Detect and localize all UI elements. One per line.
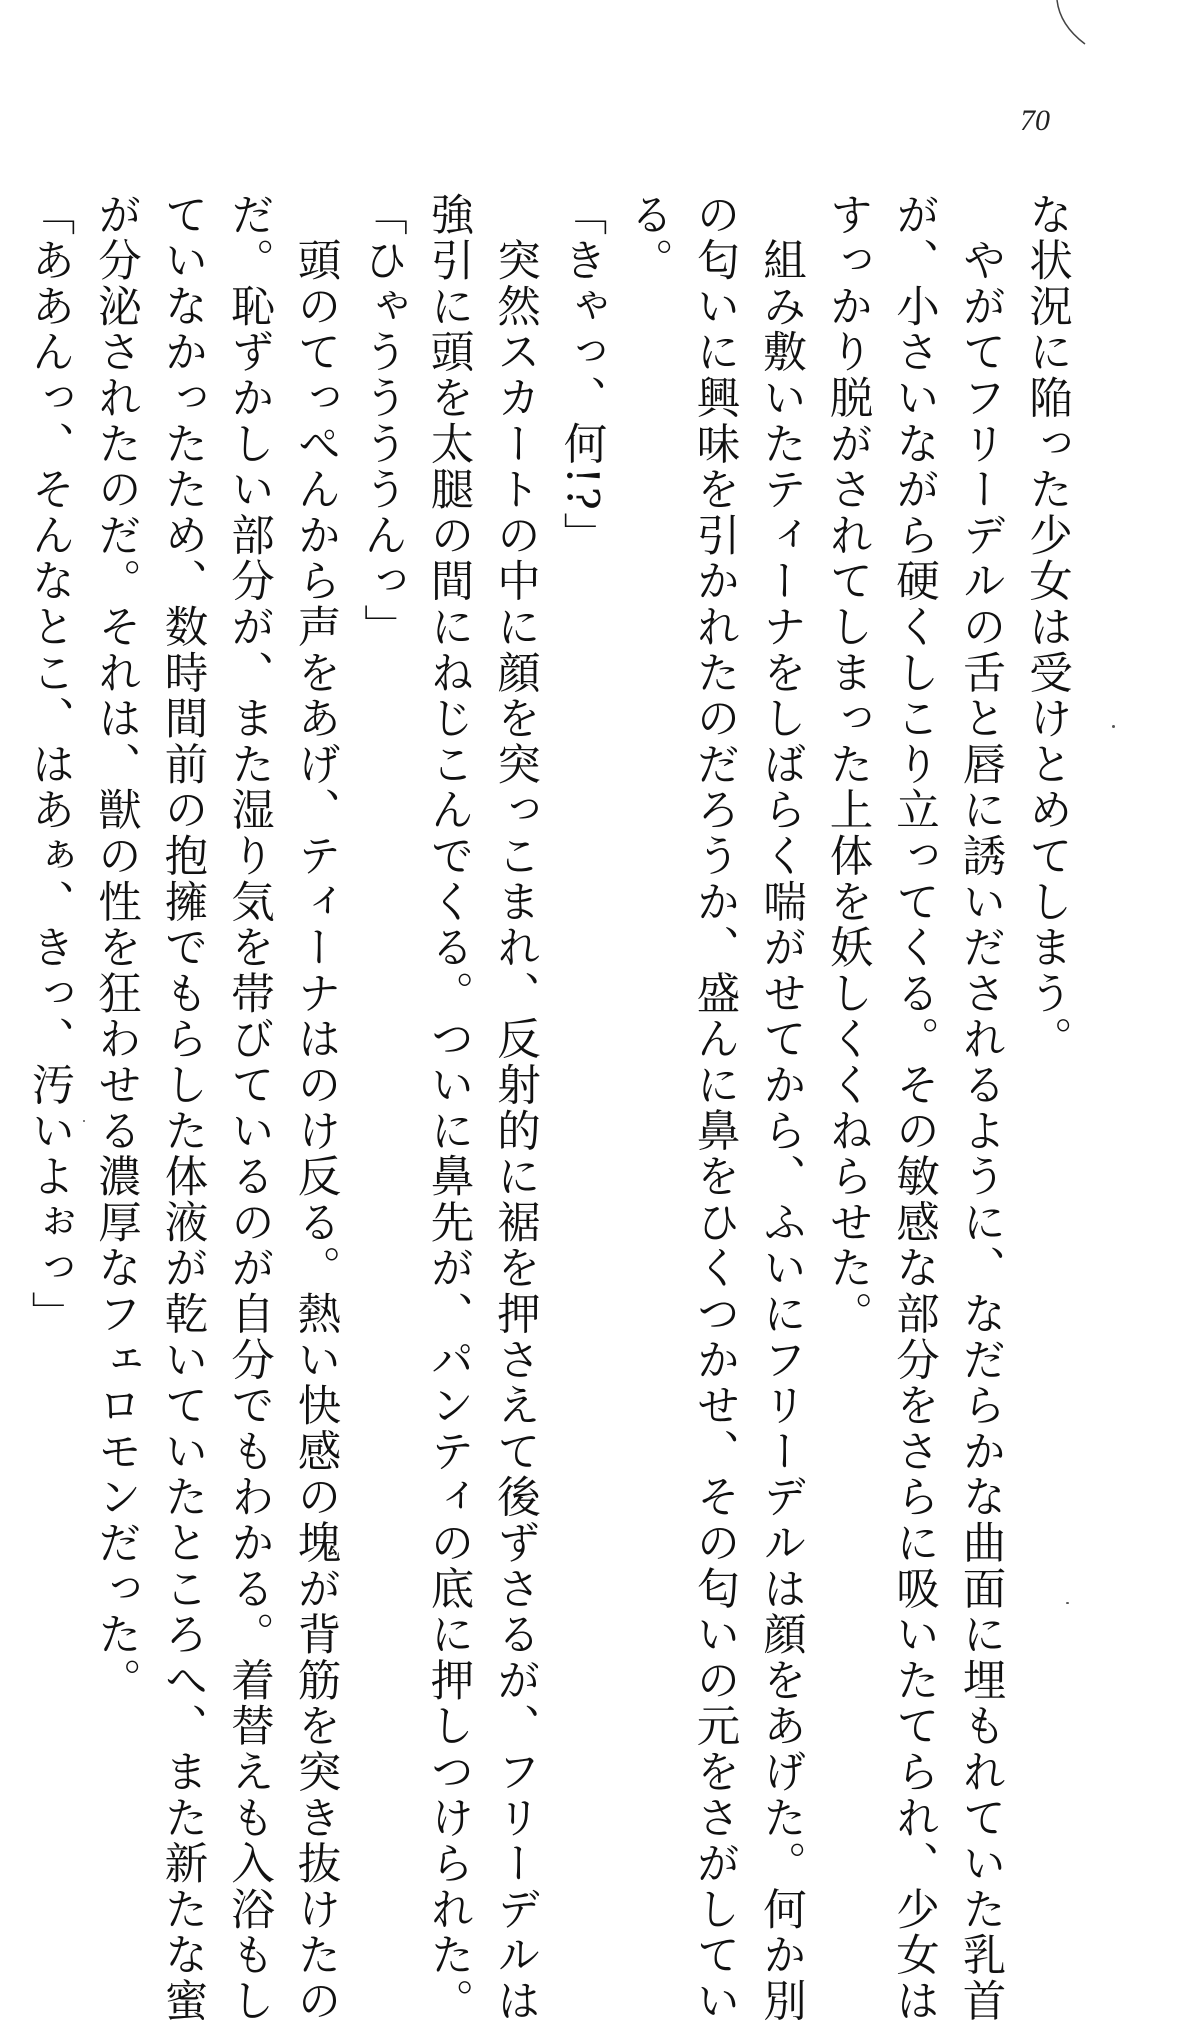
text-line: ていなかったため、数時間前の抱擁でもらした体液が乾いていたところへ、また新たな蜜: [157, 192, 208, 2024]
page-number: 70: [1020, 104, 1050, 137]
text-line: やがてフリーデルの舌と唇に誘いだされるように、なだらかな曲面に埋もれていた乳首: [955, 192, 1006, 2024]
text-line: る。: [623, 192, 673, 284]
text-line: 「きゃっ、何!?」: [556, 192, 607, 559]
text-line: 「ああんっ、そんなとこ、はあぁ、きっ、汚いよぉっ」: [24, 192, 75, 1337]
text-line: が分泌されたのだ。それは、獣の性を狂わせる濃厚なフェロモンだった。: [91, 192, 141, 1704]
text-line: な状況に陥った少女は受けとめてしまう。: [1022, 192, 1072, 1063]
text-line: の匂いに興味を引かれたのだろうか、盛んに鼻をひくつかせ、その匂いの元をさがしてい: [689, 192, 740, 2024]
text-line: 頭のてっぺんから声をあげ、ティーナはのけ反る。熱い快感の塊が背筋を突き抜けたの: [290, 192, 341, 2024]
text-line: 突然スカートの中に顔を突っこまれ、反射的に裾を押さえて後ずさるが、フリーデルは: [490, 192, 540, 2024]
text-line: すっかり脱がされてしまった上体を妖しくくねらせた。: [822, 192, 873, 1337]
scan-speck: [83, 1120, 85, 1122]
scan-speck: [1112, 725, 1115, 728]
body-text: [24, 192, 1080, 2024]
text-line: 強引に頭を太腿の間にねじこんでくる。ついに鼻先が、パンティの底に押しつけられた。: [423, 192, 474, 2024]
text-line: が、小さいながら硬くしこり立ってくる。その敏感な部分をさらに吸いたてられ、少女は: [889, 192, 939, 2024]
text-line: 組み敷いたティーナをしばらく喘がせてから、ふいにフリーデルは顔をあげた。何か別: [756, 192, 806, 2024]
text-line: 「ひゃううううんっ」: [357, 192, 407, 650]
scan-speck: [1066, 1602, 1069, 1604]
corner-scan-mark: [1055, 0, 1095, 50]
text-line: だ。恥ずかしい部分が、また湿り気を帯びているのが自分でもわかる。着替えも入浴もし: [224, 192, 274, 2024]
